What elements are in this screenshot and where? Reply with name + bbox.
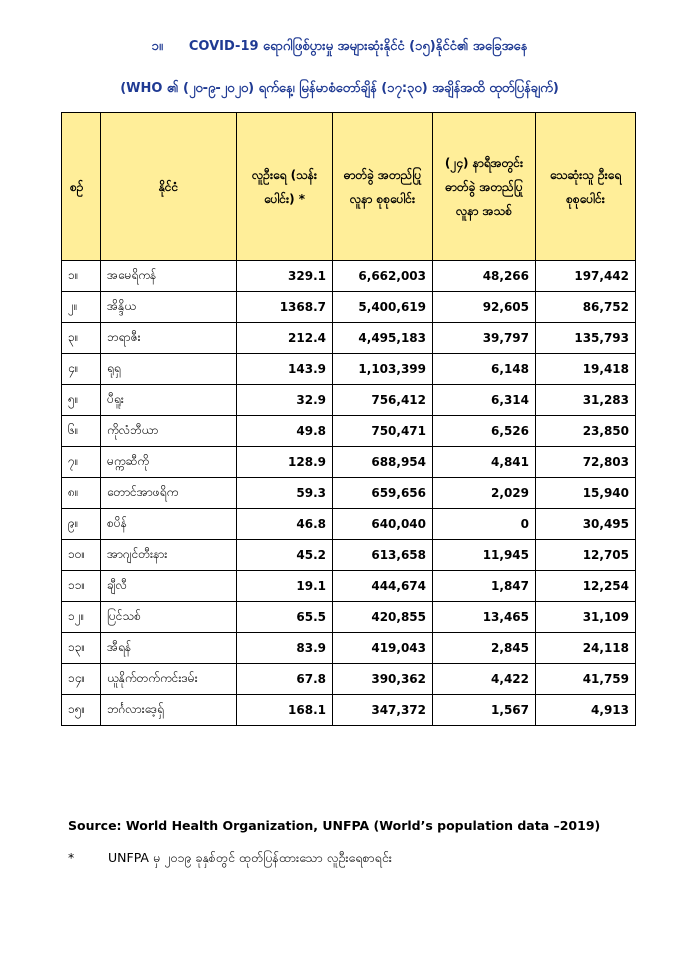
confirmed-total: 659,656 <box>333 478 433 509</box>
deaths-total: 19,418 <box>536 354 636 385</box>
new-cases-24h: 48,266 <box>433 261 536 292</box>
header-new24h: (၂၄) နာရီအတွင်း ဓာတ်ခွဲ အတည်ပြု လူနာ အသစ် <box>433 113 536 261</box>
population-value: 143.9 <box>237 354 333 385</box>
header-deaths: သေဆုံးသူ ဦးရေ စုစုပေါင်း <box>536 113 636 261</box>
population-value: 49.8 <box>237 416 333 447</box>
page-subtitle: (WHO ၏ (၂၀-၉-၂၀၂၀) ရက်နေ့၊ မြန်မာစံတော်ချိန် (၁၇:၃၀) အချိန်အထိ ထုတ်ပြန်ချက်) <box>120 81 559 96</box>
new-cases-24h: 6,526 <box>433 416 536 447</box>
country-name: အိန္ဒိယ <box>101 292 237 323</box>
population-value: 45.2 <box>237 540 333 571</box>
new-cases-24h: 1,847 <box>433 571 536 602</box>
new-cases-24h: 6,148 <box>433 354 536 385</box>
table-row <box>62 292 636 323</box>
confirmed-total: 750,471 <box>333 416 433 447</box>
confirmed-total: 444,674 <box>333 571 433 602</box>
population-value: 19.1 <box>237 571 333 602</box>
confirmed-total: 347,372 <box>333 695 433 726</box>
population-value: 329.1 <box>237 261 333 292</box>
row-number: ၁၃။ <box>62 633 101 664</box>
table-row <box>62 354 636 385</box>
confirmed-total: 1,103,399 <box>333 354 433 385</box>
table-row <box>62 602 636 633</box>
table-row <box>62 633 636 664</box>
table-row <box>62 695 636 726</box>
footnote-text: UNFPA မှ ၂၀၁၉ ခုနှစ်တွင် ထုတ်ပြန်ထားသော လူဦးရေစာရင်း <box>108 850 392 865</box>
population-value: 128.9 <box>237 447 333 478</box>
deaths-total: 72,803 <box>536 447 636 478</box>
new-cases-24h: 6,314 <box>433 385 536 416</box>
population-value: 46.8 <box>237 509 333 540</box>
table-row <box>62 416 636 447</box>
new-cases-24h: 4,841 <box>433 447 536 478</box>
row-number: ၇။ <box>62 447 101 478</box>
confirmed-total: 6,662,003 <box>333 261 433 292</box>
country-name: ရုရှ <box>101 354 237 385</box>
new-cases-24h: 2,845 <box>433 633 536 664</box>
population-value: 1368.7 <box>237 292 333 323</box>
country-name: အမေရိကန် <box>101 261 237 292</box>
confirmed-total: 5,400,619 <box>333 292 433 323</box>
confirmed-total: 390,362 <box>333 664 433 695</box>
source-note: Source: World Health Organization, UNFPA (World’s population data –2019) <box>68 818 601 833</box>
deaths-total: 41,759 <box>536 664 636 695</box>
row-number: ၁။ <box>62 261 101 292</box>
covid-table <box>61 112 636 726</box>
section-number: ၁။ <box>151 39 163 54</box>
deaths-total: 24,118 <box>536 633 636 664</box>
row-number: ၄။ <box>62 354 101 385</box>
title-text: COVID-19 ရောဂါဖြစ်ပွားမှု အများဆုံးနိုင်ငံ (၁၅)နိုင်ငံ၏ အခြေအနေ <box>188 39 528 54</box>
population-value: 83.9 <box>237 633 333 664</box>
country-name: ကိုလံဘီယာ <box>101 416 237 447</box>
row-number: ၁၄။ <box>62 664 101 695</box>
population-value: 67.8 <box>237 664 333 695</box>
header-population: လူဦးရေ (သန်းပေါင်း) * <box>237 113 333 261</box>
table-header-row <box>62 113 636 261</box>
country-name: ဘင်္ဂလားဒေ့ရှ် <box>101 695 237 726</box>
header-confirmed: ဓာတ်ခွဲ အတည်ပြု လူနာ စုစုပေါင်း <box>333 113 433 261</box>
confirmed-total: 4,495,183 <box>333 323 433 354</box>
deaths-total: 31,283 <box>536 385 636 416</box>
table-row <box>62 261 636 292</box>
table-row <box>62 447 636 478</box>
population-value: 59.3 <box>237 478 333 509</box>
row-number: ၁၀။ <box>62 540 101 571</box>
new-cases-24h: 39,797 <box>433 323 536 354</box>
deaths-total: 31,109 <box>536 602 636 633</box>
new-cases-24h: 11,945 <box>433 540 536 571</box>
row-number: ၁၂။ <box>62 602 101 633</box>
confirmed-total: 640,040 <box>333 509 433 540</box>
deaths-total: 12,254 <box>536 571 636 602</box>
footnote-mark: * <box>68 850 75 865</box>
deaths-total: 30,495 <box>536 509 636 540</box>
row-number: ၁၅။ <box>62 695 101 726</box>
table-row <box>62 664 636 695</box>
country-name: ဘရာဇီး <box>101 323 237 354</box>
deaths-total: 135,793 <box>536 323 636 354</box>
new-cases-24h: 1,567 <box>433 695 536 726</box>
new-cases-24h: 4,422 <box>433 664 536 695</box>
confirmed-total: 419,043 <box>333 633 433 664</box>
table-row <box>62 571 636 602</box>
deaths-total: 86,752 <box>536 292 636 323</box>
country-name: တောင်အာဖရိက <box>101 478 237 509</box>
row-number: ၈။ <box>62 478 101 509</box>
table-body <box>62 261 636 726</box>
country-name: ချီလီ <box>101 571 237 602</box>
deaths-total: 197,442 <box>536 261 636 292</box>
new-cases-24h: 92,605 <box>433 292 536 323</box>
row-number: ၅။ <box>62 385 101 416</box>
country-name: ယူနိုက်တက်ကင်းဒမ်း <box>101 664 237 695</box>
table-row <box>62 509 636 540</box>
deaths-total: 15,940 <box>536 478 636 509</box>
country-name: ပြင်သစ် <box>101 602 237 633</box>
page-title <box>0 38 679 57</box>
row-number: ၁၁။ <box>62 571 101 602</box>
table-row <box>62 323 636 354</box>
table-row <box>62 385 636 416</box>
header-no: စဉ် <box>62 113 101 261</box>
row-number: ၂။ <box>62 292 101 323</box>
confirmed-total: 756,412 <box>333 385 433 416</box>
deaths-total: 23,850 <box>536 416 636 447</box>
confirmed-total: 420,855 <box>333 602 433 633</box>
new-cases-24h: 0 <box>433 509 536 540</box>
deaths-total: 12,705 <box>536 540 636 571</box>
country-name: ပီရူး <box>101 385 237 416</box>
confirmed-total: 613,658 <box>333 540 433 571</box>
row-number: ၃။ <box>62 323 101 354</box>
population-value: 168.1 <box>237 695 333 726</box>
country-name: အီရန် <box>101 633 237 664</box>
deaths-total: 4,913 <box>536 695 636 726</box>
table-row <box>62 478 636 509</box>
population-value: 212.4 <box>237 323 333 354</box>
new-cases-24h: 2,029 <box>433 478 536 509</box>
country-name: အာဂျင်တီးနား <box>101 540 237 571</box>
row-number: ၆။ <box>62 416 101 447</box>
confirmed-total: 688,954 <box>333 447 433 478</box>
new-cases-24h: 13,465 <box>433 602 536 633</box>
country-name: မက္ကဆီကို <box>101 447 237 478</box>
row-number: ၉။ <box>62 509 101 540</box>
country-name: စပိန် <box>101 509 237 540</box>
footnote <box>68 850 392 869</box>
population-value: 32.9 <box>237 385 333 416</box>
header-country: နိုင်ငံ <box>101 113 237 261</box>
population-value: 65.5 <box>237 602 333 633</box>
table-row <box>62 540 636 571</box>
